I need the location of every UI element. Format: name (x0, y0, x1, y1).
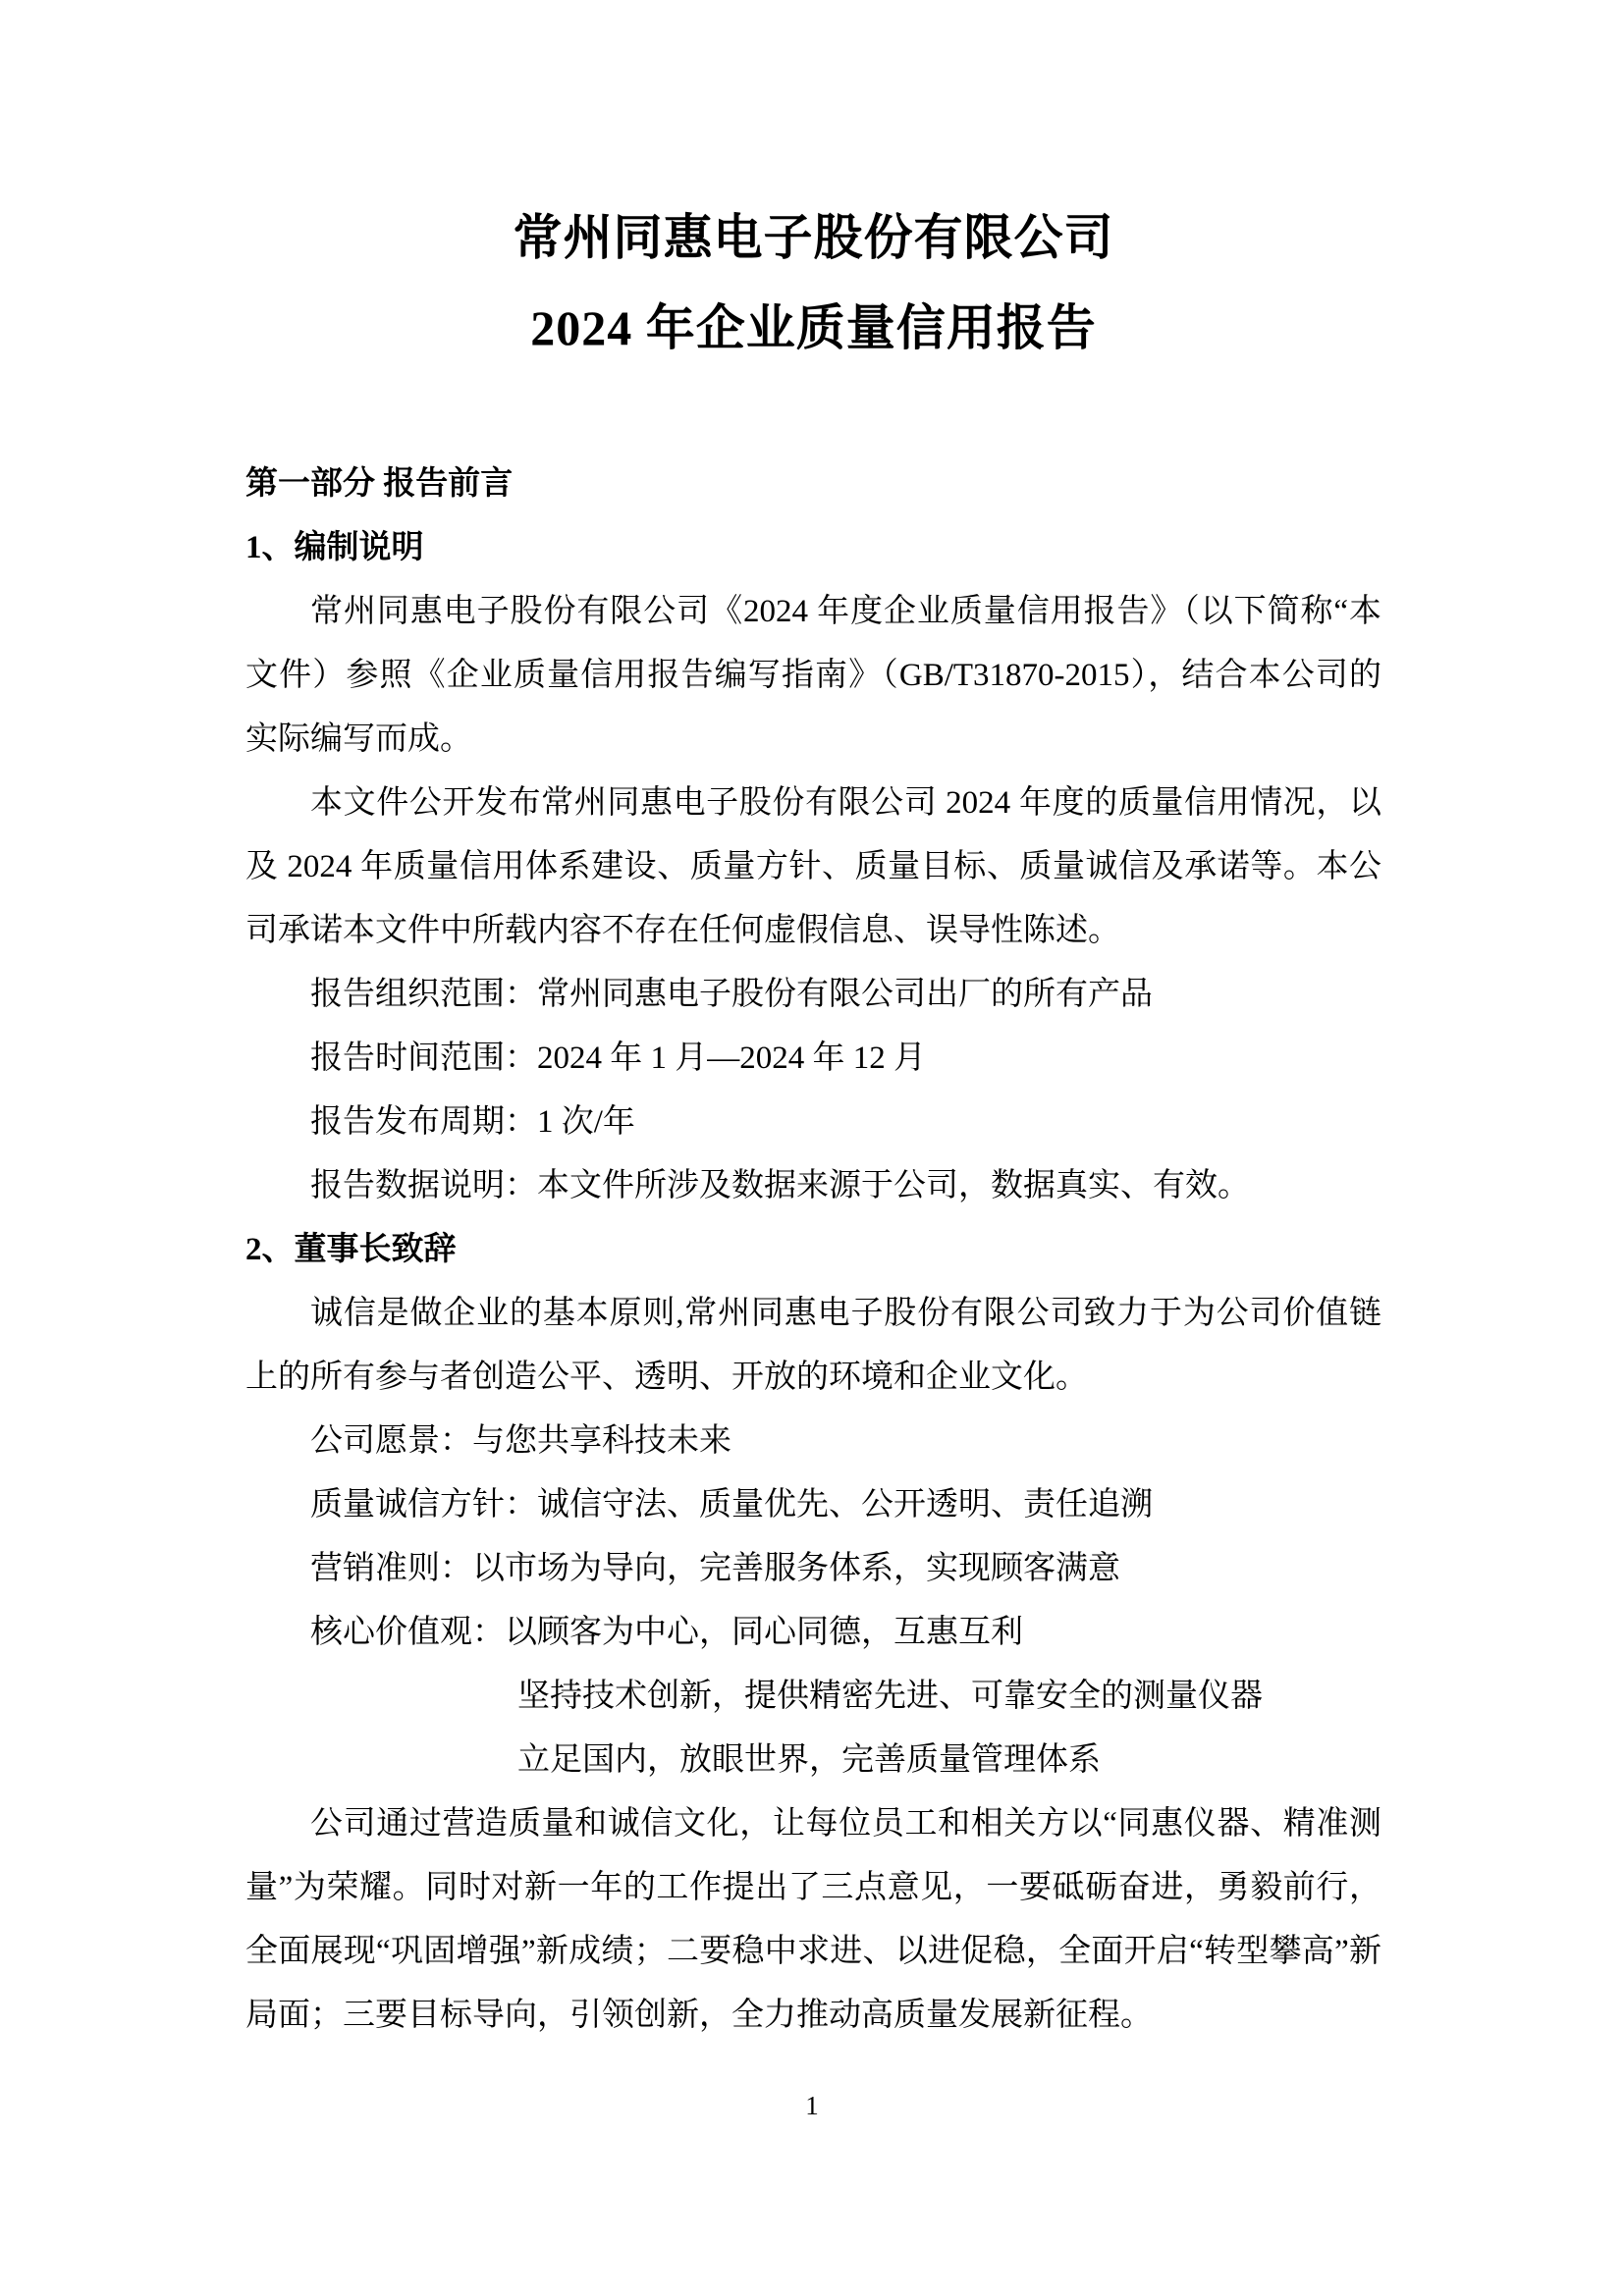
core-values-continuation-2: 立足国内，放眼世界，完善质量管理体系 (517, 1742, 1101, 1778)
company-vision-line: 公司愿景：与您共享科技未来 (310, 1423, 731, 1459)
report-data-note-line: 报告数据说明：本文件所涉及数据来源于公司，数据真实、有效。 (310, 1168, 1250, 1203)
quality-integrity-policy-line: 质量诚信方针：诚信守法、质量优先、公开透明、责任追溯 (310, 1487, 1153, 1522)
core-values-continuation-1: 坚持技术创新，提供精密先进、可靠安全的测量仪器 (517, 1679, 1263, 1714)
section1-paragraph-1: 常州同惠电子股份有限公司《2024 年度企业质量信用报告》（以下简称“本文件）参照《企业质量信用报告编写指南》（GB/T31870-2015），结合本公司的实际编写而成。 (245, 594, 1381, 757)
section2-paragraph-1: 诚信是做企业的基本原则,常州同惠电子股份有限公司致力于为公司价值链上的所有参与者创造公平、透明、开放的环境和企业文化。 (245, 1296, 1381, 1395)
document-body (245, 453, 1381, 2048)
part1-heading: 第一部分 报告前言 (245, 466, 514, 502)
report-scope-line: 报告组织范围：常州同惠电子股份有限公司出厂的所有产品 (310, 977, 1153, 1012)
report-title: 2024 年企业质量信用报告 (530, 300, 1097, 355)
page-number: 1 (805, 2091, 819, 2120)
section2-paragraph-2: 公司通过营造质量和诚信文化，让每位员工和相关方以“同惠仪器、精准测量”为荣耀。同时对新一年的工作提出了三点意见，一要砥砺奋进，勇毅前行，全面展现“巩固增强”新成绩；二要稳中求进、以进促稳，全面开启“转型攀高”新局面；三要目标导向，引领创新，全力推动高质量发展新征程。 (245, 1806, 1381, 2033)
marketing-principle-line: 营销准则：以市场为导向，完善服务体系，实现顾客满意 (310, 1551, 1120, 1586)
section2-heading: 2、董事长致辞 (245, 1232, 457, 1267)
company-name-title: 常州同惠电子股份有限公司 (513, 210, 1114, 265)
section1-paragraph-2: 本文件公开发布常州同惠电子股份有限公司 2024 年度的质量信用情况，以及 2024 年质量信用体系建设、质量方针、质量目标、质量诚信及承诺等。本公司承诺本文件中所载内容不存在任何虚假信息、误导性陈述。 (245, 785, 1381, 948)
section1-heading: 1、编制说明 (245, 530, 424, 565)
core-values-line: 核心价值观：以顾客为中心，同心同德，互惠互利 (310, 1615, 1023, 1650)
report-cycle-line: 报告发布周期：1 次/年 (310, 1104, 635, 1140)
report-time-range-line: 报告时间范围：2024 年 1 月—2024 年 12 月 (310, 1041, 926, 1076)
